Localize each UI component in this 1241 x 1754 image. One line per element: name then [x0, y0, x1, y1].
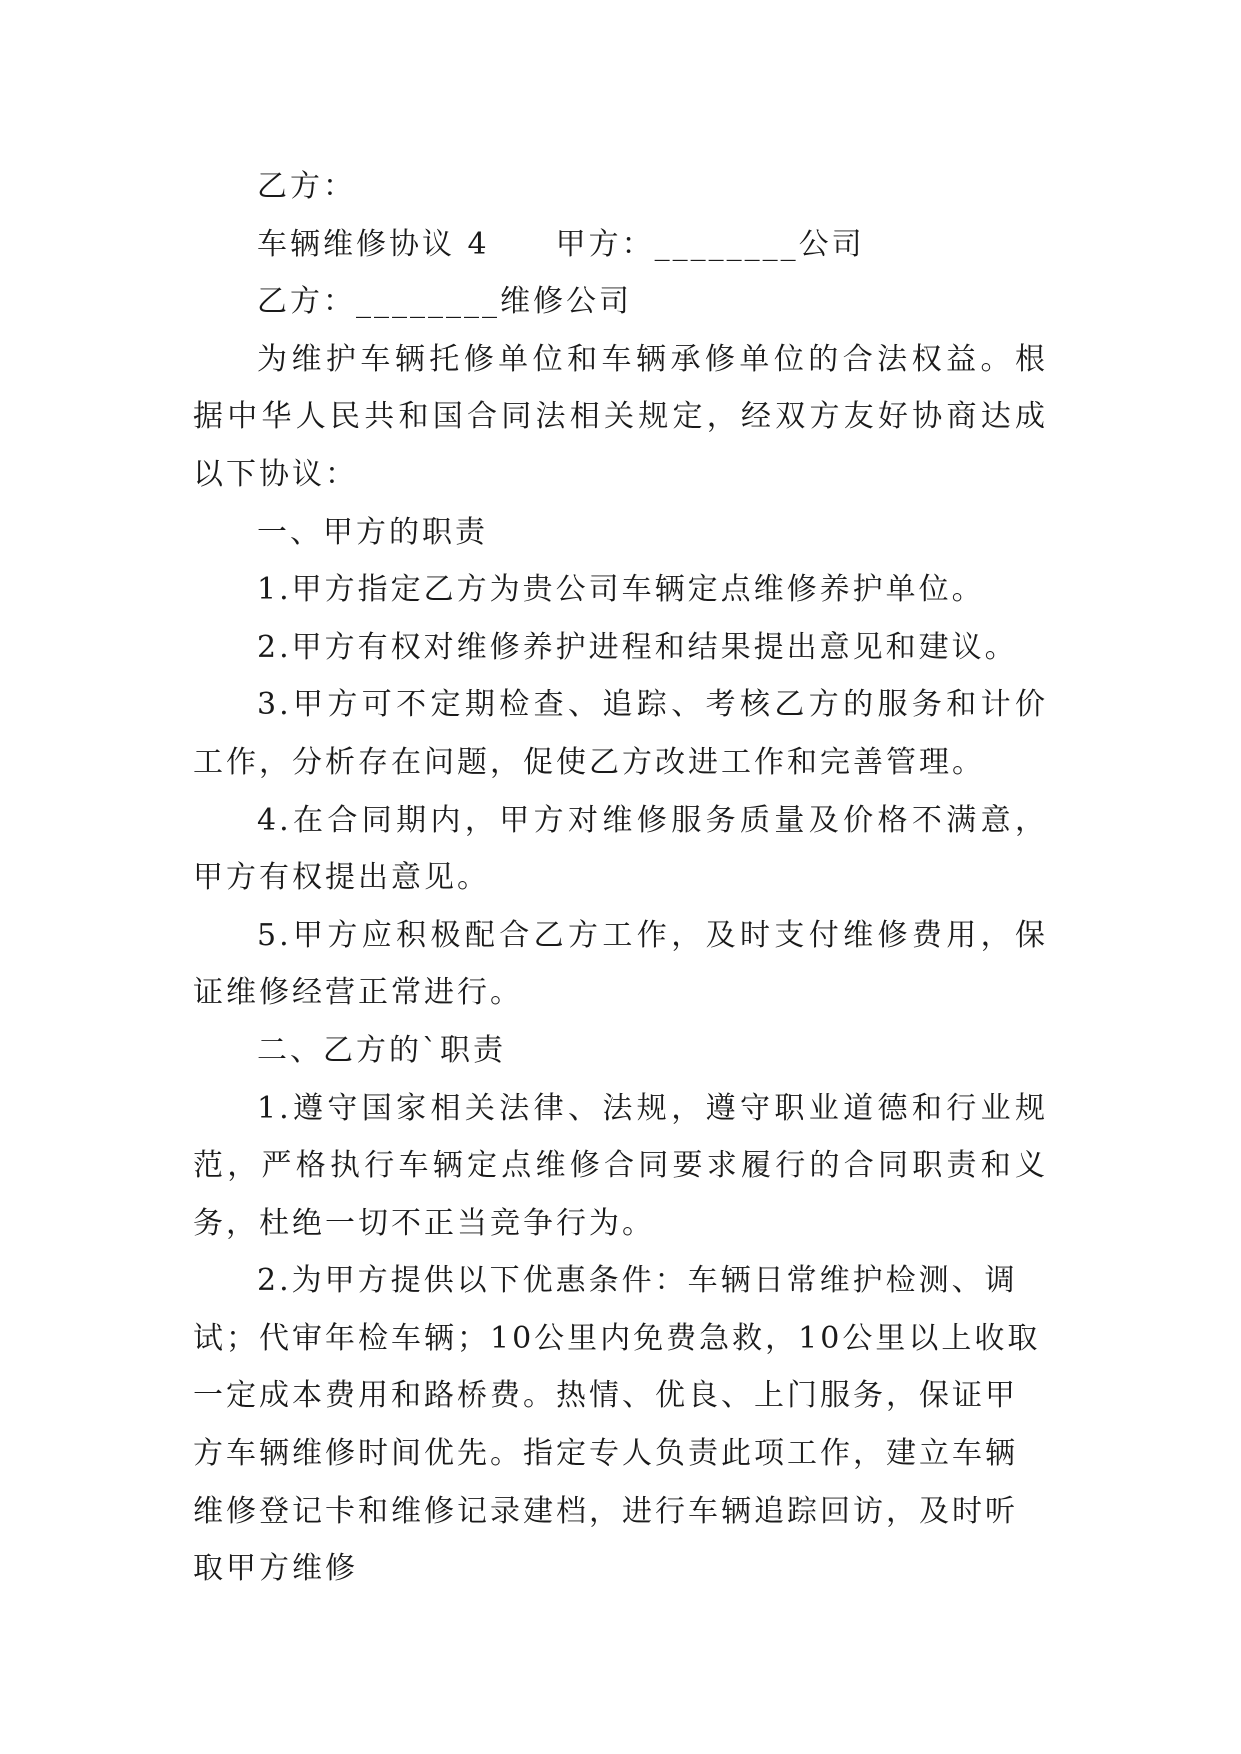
party-b-clause-1: 1.遵守国家相关法律、法规，遵守职业道德和行业规范，严格执行车辆定点维修合同要求履行的合同职责和义务，杜绝一切不正当竞争行为。: [193, 1090, 1048, 1241]
party-a-clause-3: 3.甲方可不定期检查、追踪、考核乙方的服务和计价工作，分析存在问题，促使乙方改进工作和完善管理。: [193, 687, 1048, 780]
document-page: [193, 158, 1048, 1598]
party-b-heading: 乙方：: [257, 169, 356, 204]
section-heading-party-a: 一、甲方的职责: [257, 514, 488, 550]
agreement-title-line: 车辆维修协议 4 甲方：________公司: [257, 226, 865, 262]
party-a-clause-4: 4.在合同期内，甲方对维修服务质量及价格不满意，甲方有权提出意见。: [193, 802, 1048, 896]
section-heading-party-b: 二、乙方的`职责: [257, 1032, 506, 1068]
party-b-line: 乙方：________维修公司: [257, 284, 632, 320]
party-b-clause-2: 2.为甲方提供以下优惠条件：车辆日常维护检测、调试；代审年检车辆；10公里内免费急救，10公里以上收取一定成本费用和路桥费。热情、优良、上门服务，保证甲方车辆维修时间优先。指定专人负责此项工作，建立车辆维修登记卡和维修记录建档，进行车辆追踪回访，及时听取甲方维修: [193, 1263, 1041, 1587]
party-a-clause-5: 5.甲方应积极配合乙方工作，及时支付维修费用，保证维修经营正常进行。: [193, 917, 1048, 1011]
preamble-paragraph: 为维护车辆托修单位和车辆承修单位的合法权益。根据中华人民共和国合同法相关规定，经双方友好协商达成以下协议：: [193, 341, 1048, 492]
party-a-clause-1: 1.甲方指定乙方为贵公司车辆定点维修养护单位。: [257, 572, 985, 608]
party-a-clause-2: 2.甲方有权对维修养护进程和结果提出意见和建议。: [257, 629, 1018, 665]
